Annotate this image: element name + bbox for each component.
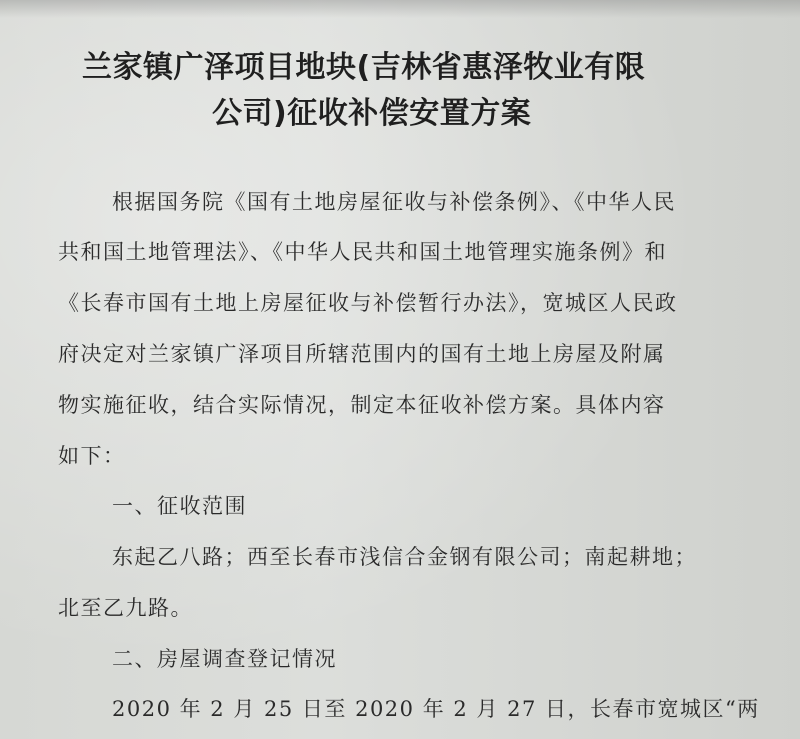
paragraph-line: 共和国土地管理法》、《中华人民共和国土地管理实施条例》和 xyxy=(58,240,667,264)
section-heading: 一、征收范围 xyxy=(112,494,247,518)
paragraph-line: 物实施征收，结合实际情况，制定本征收补偿方案。具体内容 xyxy=(58,393,666,417)
document-title-line-1: 兰家镇广泽项目地块(吉林省惠泽牧业有限 xyxy=(82,50,646,85)
section-heading: 二、房屋调查登记情况 xyxy=(112,647,337,671)
paragraph-line: 根据国务院《国有土地房屋征收与补偿条例》、《中华人民 xyxy=(112,190,676,214)
paragraph-line: 《长春市国有土地上房屋征收与补偿暂行办法》，宽城区人民政 xyxy=(58,291,678,315)
section-body-line: 2020 年 2 月 25 日至 2020 年 2 月 27 日，长春市宽城区“两 xyxy=(112,697,760,721)
page-edge-shadow xyxy=(0,0,800,18)
paragraph-line: 府决定对兰家镇广泽项目所辖范围内的国有土地上房屋及附属 xyxy=(58,342,666,366)
document-title-line-2: 公司)征收补偿安置方案 xyxy=(212,96,532,131)
section-body-line: 东起乙八路；西至长春市浅信合金钢有限公司；南起耕地； xyxy=(112,545,697,569)
section-body-line: 北至乙九路。 xyxy=(58,596,193,620)
paragraph-line: 如下： xyxy=(58,444,126,468)
